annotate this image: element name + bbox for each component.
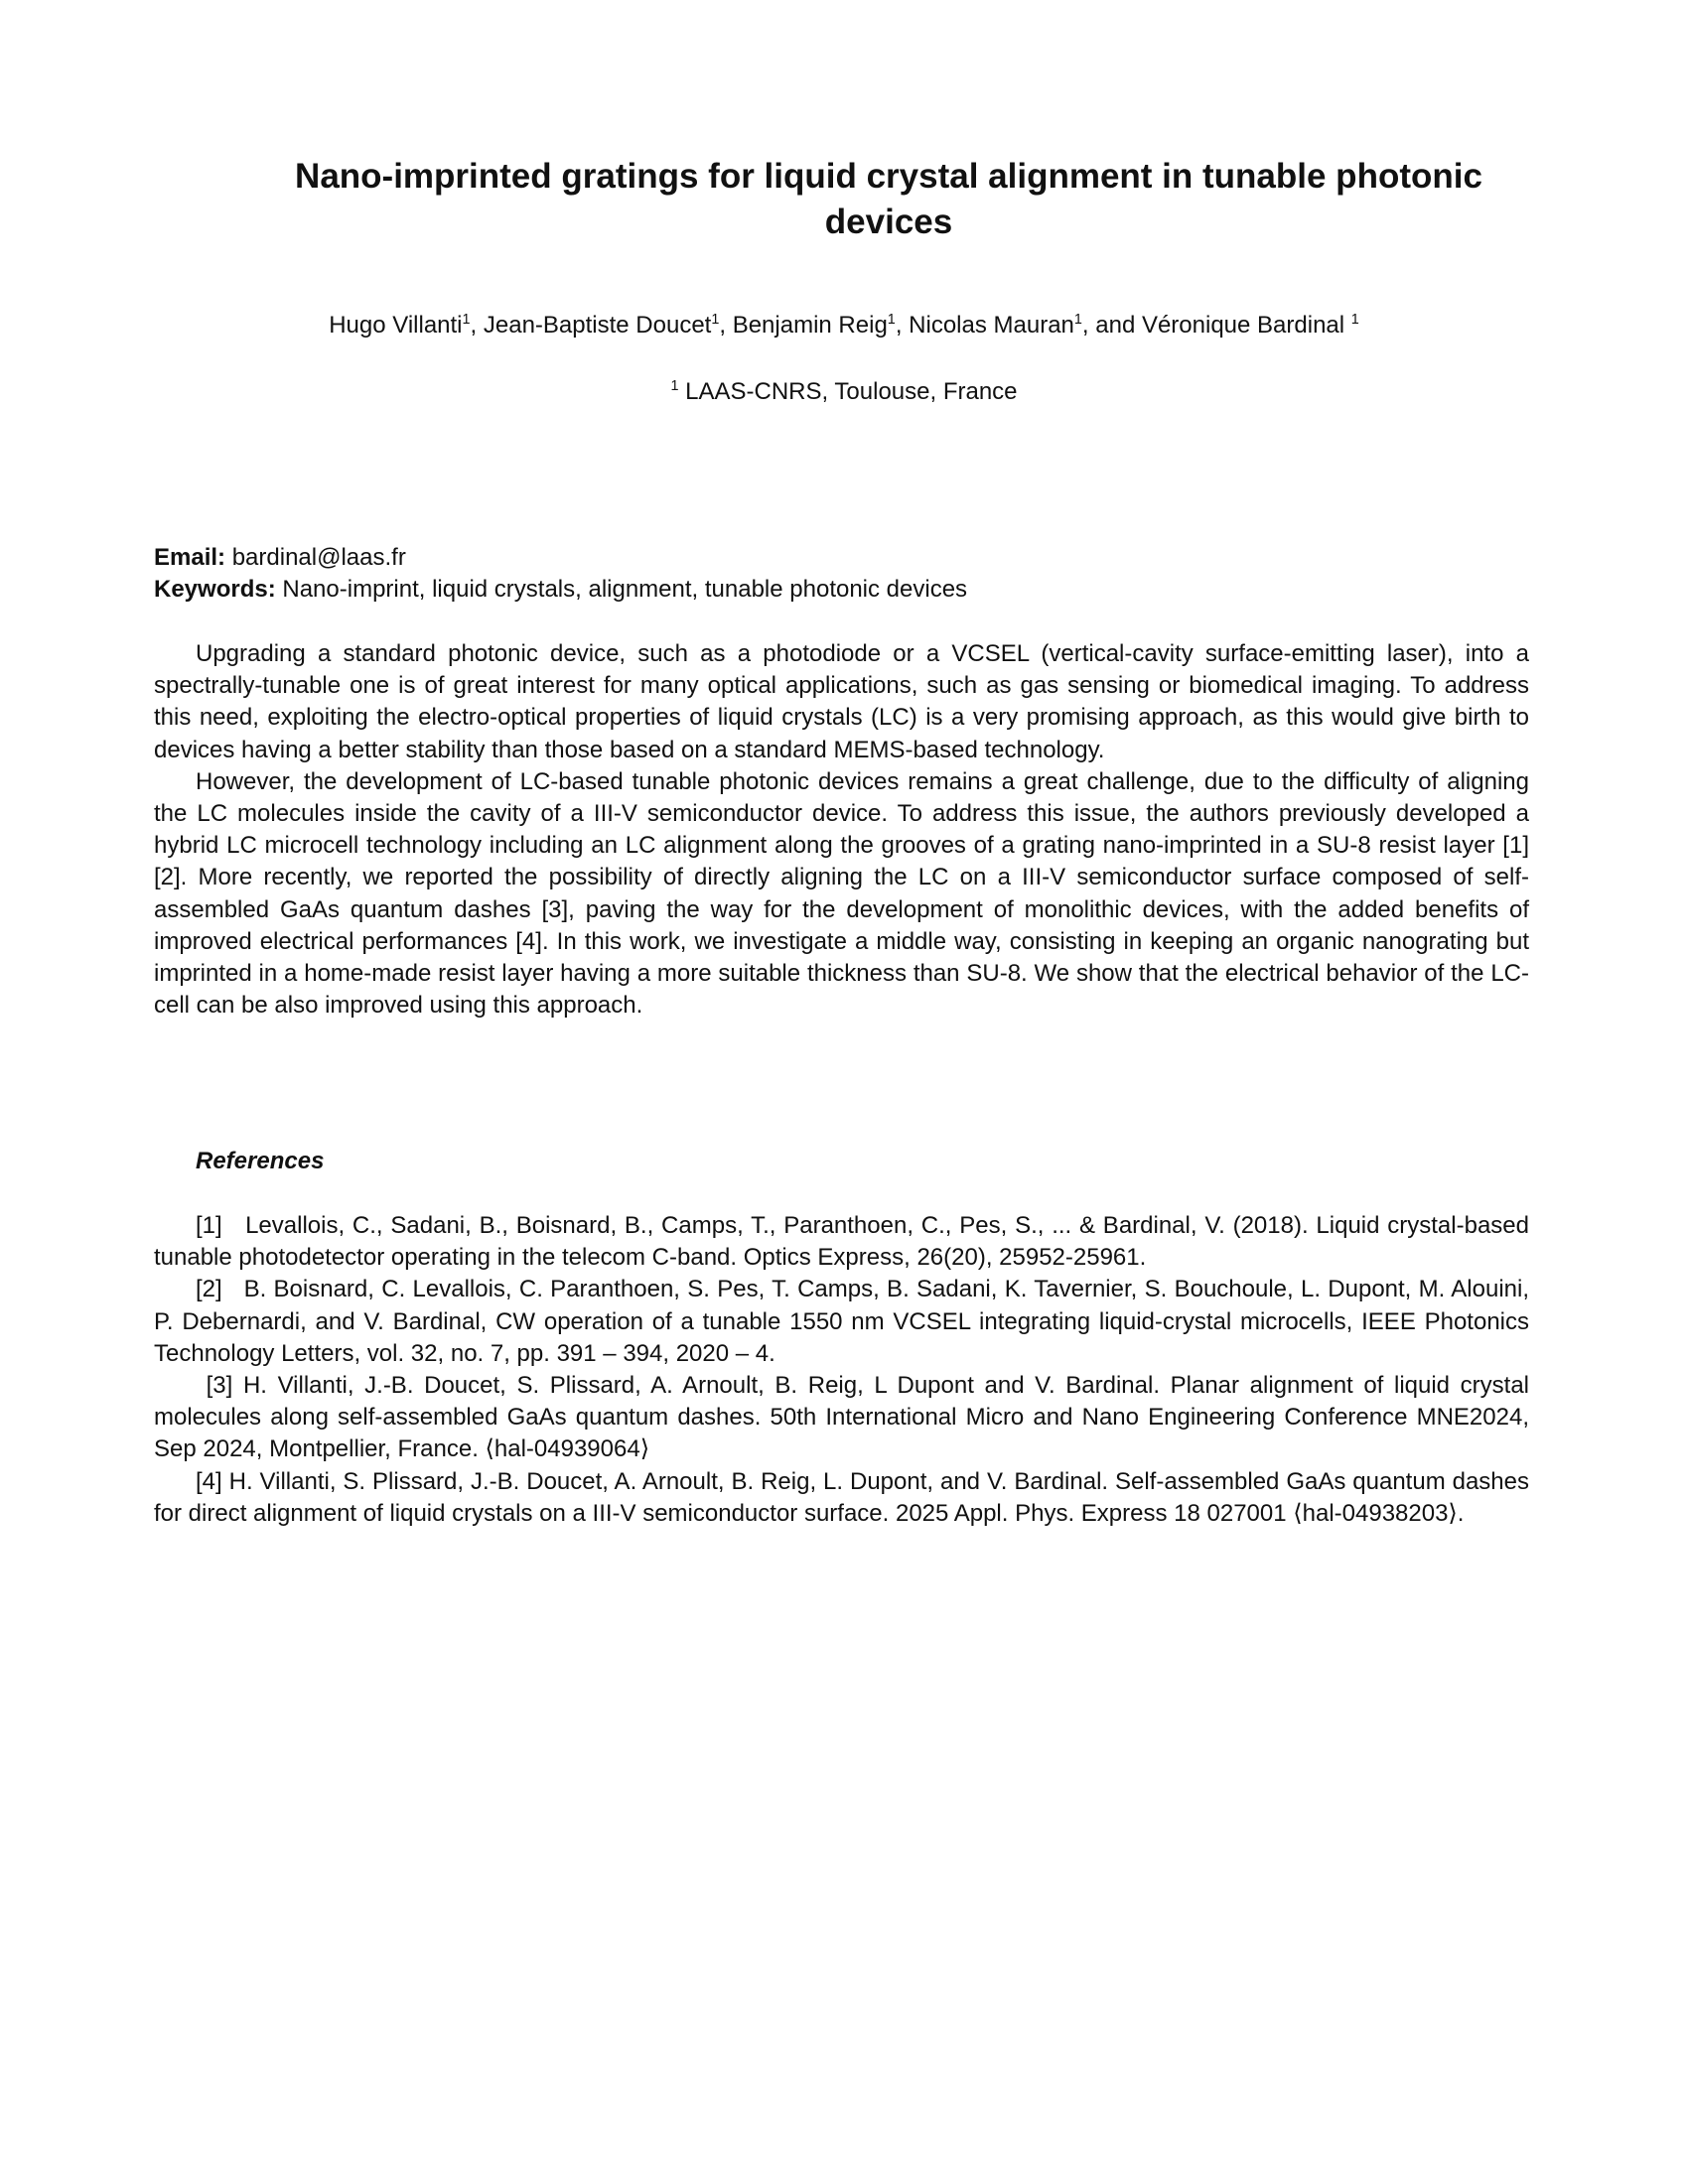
body-paragraph: However, the development of LC-based tunable photonic devices remains a great challenge, due to the difficulty of aligning the LC molecules inside the cavity of a III-V semiconductor device. To address this issue, the authors previously developed a hybrid LC microcell technology including an LC alignment along the grooves of a grating nano-imprinted in a SU-8 resist layer [1][2]. More recently, we reported the possibility of directly aligning the LC on a III-V semiconductor surface composed of self-assembled GaAs quantum dashes [3], paving the way for the development of monolithic devices, with the added benefits of improved electrical performances [4]. In this work, we investigate a middle way, consisting in keeping an organic nanograting but imprinted in a home-made resist layer having a more suitable thickness than SU-8. We show that the electrical behavior of the LC-cell can be also improved using this approach. [154,767,1529,1020]
reference-item [154,1466,1529,1530]
reference-text: B. Boisnard, C. Levallois, C. Paranthoen, S. Pes, T. Camps, B. Sadani, K. Tavernier, S. Bouchoule, L. Dupont, M. Alouini, P. Debernardi, and V. Bardinal, CW operation of a tunable 1550 nm VCSEL integrating liquid-crystal microcells, IEEE Photonics Technology Letters, vol. 32, no. 7, pp. 391 – 394, 2020 – 4. [154,1276,1529,1367]
author-name: Véronique Bardinal [1141,312,1351,339]
paper-title: Nano-imprinted gratings for liquid crystal alignment in tunable photonic devices [295,157,1482,241]
keywords-line [154,574,1534,606]
references-heading: References [196,1148,325,1174]
reference-item [154,1210,1529,1274]
body-paragraph: Upgrading a standard photonic device, such as a photodiode or a VCSEL (vertical-cavity surface-emitting laser), into a spectrally-tunable one is of great interest for many optical applications, such as gas sensing or biomedical imaging. To address this need, exploiting the electro-optical properties of liquid crystals (LC) is a very promising approach, as this would give birth to devices having a better stability than those based on a standard MEMS-based technology. [154,640,1529,763]
keywords-label: Keywords: [154,576,276,603]
email-label: Email: [154,544,226,571]
author-separator: , [719,312,733,339]
reference-text: H. Villanti, J.-B. Doucet, S. Plissard, A. Arnoult, B. Reig, L Dupont and V. Bardinal. Planar alignment of liquid crystal molecules along self-assembled GaAs quantum dashes. 50th International Micro and Nano Engineering Conference MNE2024, Sep 2024, Montpellier, France. ⟨hal-04939064⟩ [154,1372,1529,1463]
author-separator: , [470,312,484,339]
reference-text: H. Villanti, S. Plissard, J.-B. Doucet, A. Arnoult, B. Reig, L. Dupont, and V. Bardinal. Self-assembled GaAs quantum dashes for direct alignment of liquid crystals on a III-V semiconductor surface. 2025 Appl. Phys. Express 18 027001 ⟨hal-04938203⟩. [154,1467,1530,1527]
reference-item [154,1370,1529,1466]
abstract-body [154,638,1529,1022]
references-list [154,1210,1529,1530]
author-separator: , [895,312,910,339]
reference-number: [1] [196,1212,246,1239]
email-line [154,542,1534,574]
reference-item [154,1274,1529,1370]
affiliation-text: LAAS-CNRS, Toulouse, France [678,378,1018,405]
author-separator: , and [1081,312,1142,339]
author-name: Nicolas Mauran [909,312,1074,339]
affiliation-mark: 1 [670,378,679,394]
author-affiliation-mark: 1 [1073,312,1082,328]
author-affiliation-mark: 1 [711,312,720,328]
reference-number: [4] [196,1467,229,1495]
author-name: Hugo Villanti [329,312,463,339]
keywords-value: Nano-imprint, liquid crystals, alignment, tunable photonic devices [275,576,968,603]
author-affiliation-mark: 1 [1350,312,1359,328]
author-affiliation-mark: 1 [462,312,471,328]
author-list [154,310,1534,341]
email-value: bardinal@laas.fr [225,544,406,571]
affiliation [154,376,1534,408]
author-name: Benjamin Reig [732,312,888,339]
author-name: Jean-Baptiste Doucet [483,312,712,339]
author-affiliation-mark: 1 [887,312,896,328]
reference-text: Levallois, C., Sadani, B., Boisnard, B., Camps, T., Paranthoen, C., Pes, S., ... & Bardinal, V. (2018). Liquid crystal-based tunable photodetector operating in the telecom C-band. Optics Express, 26(20), 25952-25961. [154,1212,1529,1272]
reference-number: [3] [196,1372,243,1400]
reference-number: [2] [196,1276,244,1303]
